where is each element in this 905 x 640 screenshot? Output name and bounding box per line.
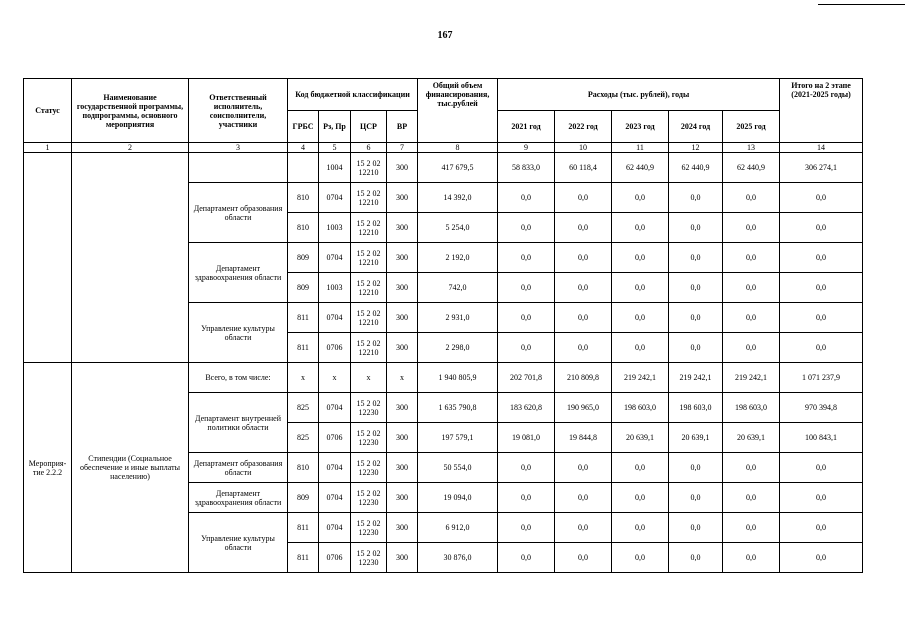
y2021-cell: 19 081,0	[498, 423, 555, 453]
y2024-cell: 0,0	[669, 303, 723, 333]
executor-cell: Всего, в том числе:	[189, 363, 288, 393]
y2024-cell: 0,0	[669, 273, 723, 303]
rzpr-cell: 0704	[319, 483, 351, 513]
csr-cell: 15 2 02 12210	[351, 243, 387, 273]
grbs-cell: 811	[288, 513, 319, 543]
itogo-cell: 0,0	[780, 273, 863, 303]
y2023-cell: 198 603,0	[612, 393, 669, 423]
y2023-cell: 0,0	[612, 273, 669, 303]
y2021-cell: 0,0	[498, 183, 555, 213]
rzpr-cell: 0704	[319, 513, 351, 543]
rzpr-cell: 0704	[319, 393, 351, 423]
grbs-cell: 809	[288, 243, 319, 273]
vr-cell: 300	[387, 153, 418, 183]
itogo-cell: 970 394,8	[780, 393, 863, 423]
csr-cell: 15 2 02 12210	[351, 273, 387, 303]
column-number: 14	[780, 143, 863, 153]
y2024-cell: 0,0	[669, 183, 723, 213]
y2021-cell: 0,0	[498, 483, 555, 513]
vr-cell: 300	[387, 423, 418, 453]
y2022-cell: 0,0	[555, 213, 612, 243]
header-total-volume: Общий объем финансирования, тыс.рублей	[418, 79, 498, 143]
column-number: 3	[189, 143, 288, 153]
header-executor: Ответственный исполнитель, соисполнители, участники	[189, 79, 288, 143]
itogo-cell: 0,0	[780, 183, 863, 213]
y2025-cell: 219 242,1	[723, 363, 780, 393]
executor-cell: Департамент внутренней политики области	[189, 393, 288, 453]
executor-cell	[189, 153, 288, 183]
header-budget-code: Код бюджетной классификации	[288, 79, 418, 111]
executor-cell: Департамент здравоохранения области	[189, 483, 288, 513]
y2024-cell: 0,0	[669, 483, 723, 513]
table-row	[24, 363, 863, 393]
y2025-cell: 0,0	[723, 453, 780, 483]
name-cell	[72, 153, 189, 363]
status-cell	[24, 153, 72, 363]
rzpr-cell: 0704	[319, 453, 351, 483]
itogo-cell: 0,0	[780, 243, 863, 273]
rzpr-cell: 1003	[319, 273, 351, 303]
total-cell: 19 094,0	[418, 483, 498, 513]
y2023-cell: 0,0	[612, 183, 669, 213]
csr-cell: 15 2 02 12210	[351, 333, 387, 363]
y2022-cell: 0,0	[555, 183, 612, 213]
grbs-cell: 810	[288, 183, 319, 213]
y2021-cell: 0,0	[498, 243, 555, 273]
y2022-cell: 0,0	[555, 303, 612, 333]
itogo-cell: 0,0	[780, 303, 863, 333]
y2022-cell: 0,0	[555, 543, 612, 573]
y2021-cell: 0,0	[498, 303, 555, 333]
total-cell: 2 931,0	[418, 303, 498, 333]
csr-cell: 15 2 02 12230	[351, 393, 387, 423]
y2022-cell: 19 844,8	[555, 423, 612, 453]
vr-cell: 300	[387, 513, 418, 543]
rzpr-cell: 0706	[319, 423, 351, 453]
itogo-cell: 0,0	[780, 543, 863, 573]
y2025-cell: 0,0	[723, 213, 780, 243]
y2021-cell: 183 620,8	[498, 393, 555, 423]
column-number: 6	[351, 143, 387, 153]
page-number: 167	[437, 30, 453, 41]
rzpr-cell: x	[319, 363, 351, 393]
y2025-cell: 198 603,0	[723, 393, 780, 423]
total-cell: 50 554,0	[418, 453, 498, 483]
y2024-cell: 0,0	[669, 243, 723, 273]
itogo-cell: 0,0	[780, 333, 863, 363]
y2023-cell: 0,0	[612, 483, 669, 513]
y2023-cell: 0,0	[612, 543, 669, 573]
header-csr: ЦСР	[351, 111, 387, 143]
y2025-cell: 62 440,9	[723, 153, 780, 183]
y2024-cell: 0,0	[669, 513, 723, 543]
y2021-cell: 0,0	[498, 513, 555, 543]
column-number: 9	[498, 143, 555, 153]
csr-cell: 15 2 02 12210	[351, 303, 387, 333]
y2023-cell: 0,0	[612, 213, 669, 243]
y2025-cell: 0,0	[723, 273, 780, 303]
vr-cell: 300	[387, 333, 418, 363]
y2024-cell: 198 603,0	[669, 393, 723, 423]
total-cell: 2 192,0	[418, 243, 498, 273]
executor-cell: Департамент здравоохранения области	[189, 243, 288, 303]
header-name: Наименование государственной программы, подпрограммы, основного мероприятия	[72, 79, 189, 143]
rzpr-cell: 0704	[319, 303, 351, 333]
y2023-cell: 219 242,1	[612, 363, 669, 393]
column-number: 7	[387, 143, 418, 153]
y2025-cell: 0,0	[723, 243, 780, 273]
executor-cell: Департамент образования области	[189, 453, 288, 483]
y2025-cell: 20 639,1	[723, 423, 780, 453]
total-cell: 417 679,5	[418, 153, 498, 183]
header-status: Статус	[24, 79, 72, 143]
y2025-cell: 0,0	[723, 183, 780, 213]
table-row	[24, 153, 863, 183]
grbs-cell: 809	[288, 483, 319, 513]
y2024-cell: 0,0	[669, 213, 723, 243]
vr-cell: 300	[387, 273, 418, 303]
y2023-cell: 20 639,1	[612, 423, 669, 453]
rzpr-cell: 1004	[319, 153, 351, 183]
column-number: 2	[72, 143, 189, 153]
vr-cell: 300	[387, 543, 418, 573]
vr-cell: 300	[387, 243, 418, 273]
vr-cell: 300	[387, 303, 418, 333]
header-itogo: Итого на 2 этапе (2021-2025 годы)	[780, 79, 863, 143]
y2021-cell: 0,0	[498, 273, 555, 303]
csr-cell: 15 2 02 12230	[351, 513, 387, 543]
total-cell: 1 635 790,8	[418, 393, 498, 423]
executor-cell: Управление культуры области	[189, 303, 288, 363]
column-number: 10	[555, 143, 612, 153]
rzpr-cell: 0704	[319, 243, 351, 273]
vr-cell: 300	[387, 183, 418, 213]
header-expenses: Расходы (тыс. рублей), годы	[498, 79, 780, 111]
y2021-cell: 0,0	[498, 453, 555, 483]
y2021-cell: 0,0	[498, 333, 555, 363]
csr-cell: x	[351, 363, 387, 393]
y2022-cell: 0,0	[555, 243, 612, 273]
y2021-cell: 0,0	[498, 543, 555, 573]
vr-cell: 300	[387, 213, 418, 243]
column-number: 8	[418, 143, 498, 153]
y2025-cell: 0,0	[723, 483, 780, 513]
csr-cell: 15 2 02 12230	[351, 543, 387, 573]
grbs-cell: 810	[288, 213, 319, 243]
y2022-cell: 0,0	[555, 453, 612, 483]
budget-table	[23, 78, 863, 573]
itogo-cell: 0,0	[780, 483, 863, 513]
y2025-cell: 0,0	[723, 303, 780, 333]
header-2023: 2023 год	[612, 111, 669, 143]
column-number: 11	[612, 143, 669, 153]
y2022-cell: 0,0	[555, 483, 612, 513]
vr-cell: 300	[387, 483, 418, 513]
executor-cell: Департамент образования области	[189, 183, 288, 243]
header-2022: 2022 год	[555, 111, 612, 143]
total-cell: 197 579,1	[418, 423, 498, 453]
itogo-cell: 0,0	[780, 213, 863, 243]
vr-cell: 300	[387, 393, 418, 423]
rzpr-cell: 1003	[319, 213, 351, 243]
y2022-cell: 60 118,4	[555, 153, 612, 183]
total-cell: 30 876,0	[418, 543, 498, 573]
status-cell: Мероприя-тие 2.2.2	[24, 363, 72, 573]
column-number: 12	[669, 143, 723, 153]
y2023-cell: 62 440,9	[612, 153, 669, 183]
column-number: 13	[723, 143, 780, 153]
y2024-cell: 20 639,1	[669, 423, 723, 453]
name-cell: Стипендии (Социальное обеспечение и иные выплаты населению)	[72, 363, 189, 573]
total-cell: 1 940 805,9	[418, 363, 498, 393]
total-cell: 5 254,0	[418, 213, 498, 243]
total-cell: 2 298,0	[418, 333, 498, 363]
grbs-cell: 811	[288, 543, 319, 573]
grbs-cell	[288, 153, 319, 183]
header-grbs: ГРБС	[288, 111, 319, 143]
y2023-cell: 0,0	[612, 333, 669, 363]
grbs-cell: 811	[288, 303, 319, 333]
rzpr-cell: 0706	[319, 543, 351, 573]
csr-cell: 15 2 02 12210	[351, 213, 387, 243]
header-2021: 2021 год	[498, 111, 555, 143]
itogo-cell: 100 843,1	[780, 423, 863, 453]
y2024-cell: 62 440,9	[669, 153, 723, 183]
header-vr: ВР	[387, 111, 418, 143]
total-cell: 14 392,0	[418, 183, 498, 213]
csr-cell: 15 2 02 12230	[351, 453, 387, 483]
rzpr-cell: 0706	[319, 333, 351, 363]
y2023-cell: 0,0	[612, 243, 669, 273]
itogo-cell: 0,0	[780, 453, 863, 483]
rzpr-cell: 0704	[319, 183, 351, 213]
y2023-cell: 0,0	[612, 453, 669, 483]
total-cell: 6 912,0	[418, 513, 498, 543]
y2024-cell: 0,0	[669, 333, 723, 363]
top-rule	[818, 4, 905, 5]
header-rzpr: Рз, Пр	[319, 111, 351, 143]
column-number-row	[24, 143, 863, 153]
y2022-cell: 0,0	[555, 513, 612, 543]
grbs-cell: 825	[288, 393, 319, 423]
grbs-cell: 810	[288, 453, 319, 483]
y2023-cell: 0,0	[612, 513, 669, 543]
header-2024: 2024 год	[669, 111, 723, 143]
itogo-cell: 1 071 237,9	[780, 363, 863, 393]
csr-cell: 15 2 02 12210	[351, 183, 387, 213]
itogo-cell: 0,0	[780, 513, 863, 543]
csr-cell: 15 2 02 12210	[351, 153, 387, 183]
vr-cell: 300	[387, 453, 418, 483]
csr-cell: 15 2 02 12230	[351, 483, 387, 513]
y2025-cell: 0,0	[723, 333, 780, 363]
y2024-cell: 0,0	[669, 453, 723, 483]
y2021-cell: 0,0	[498, 213, 555, 243]
y2022-cell: 0,0	[555, 333, 612, 363]
grbs-cell: 825	[288, 423, 319, 453]
y2022-cell: 210 809,8	[555, 363, 612, 393]
column-number: 1	[24, 143, 72, 153]
csr-cell: 15 2 02 12230	[351, 423, 387, 453]
executor-cell: Управление культуры области	[189, 513, 288, 573]
y2023-cell: 0,0	[612, 303, 669, 333]
y2024-cell: 0,0	[669, 543, 723, 573]
grbs-cell: 811	[288, 333, 319, 363]
y2025-cell: 0,0	[723, 543, 780, 573]
y2022-cell: 0,0	[555, 273, 612, 303]
grbs-cell: 809	[288, 273, 319, 303]
total-cell: 742,0	[418, 273, 498, 303]
y2021-cell: 58 833,0	[498, 153, 555, 183]
column-number: 4	[288, 143, 319, 153]
y2024-cell: 219 242,1	[669, 363, 723, 393]
column-number: 5	[319, 143, 351, 153]
grbs-cell: x	[288, 363, 319, 393]
y2021-cell: 202 701,8	[498, 363, 555, 393]
y2022-cell: 190 965,0	[555, 393, 612, 423]
y2025-cell: 0,0	[723, 513, 780, 543]
itogo-cell: 306 274,1	[780, 153, 863, 183]
vr-cell: x	[387, 363, 418, 393]
header-2025: 2025 год	[723, 111, 780, 143]
